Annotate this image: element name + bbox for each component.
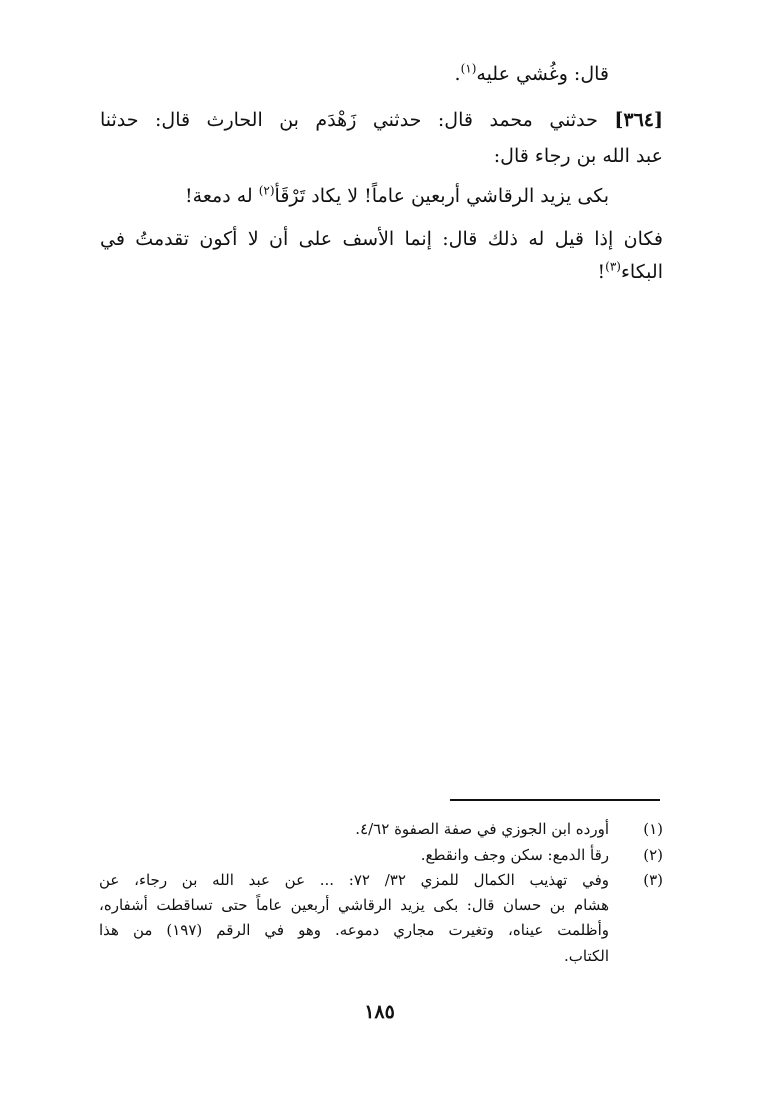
footnote-3-number: (٣) [643,871,663,889]
footnote-3-line-4: الكتاب. [563,947,609,965]
body-line-4 [185,182,609,210]
footnote-2-number: (٢) [643,846,663,864]
footnote-ref-2: (٢) [258,183,275,198]
footnote-1-number: (١) [643,820,663,838]
footnote-separator [450,799,660,801]
body-line-2 [100,106,663,134]
body-line-2-text: حدثني محمد قال: حدثني زَهْدَم بن الحارث قال: حدثنا [100,109,615,131]
body-line-3-text: عبد الله بن رجاء قال: [493,145,663,167]
body-line-6-text: البكاء [620,261,663,283]
footnote-1-text: أورده ابن الجوزي في صفة الصفوة ٤/٦٢. [355,820,609,838]
footnote-2-text: رقأ الدمع: سكن وجف وانقطع. [420,846,609,864]
footnote-3-line-1: وفي تهذيب الكمال للمزي ٣٢/ ٧٢: ... عن عبد الله بن رجاء، عن [99,871,609,889]
body-line-5-text: فكان إذا قيل له ذلك قال: إنما الأسف على أن لا أكون تقدمتُ في [100,228,663,250]
footnote-ref-1: (١) [460,61,477,76]
body-line-4-after: له دمعة! [185,185,259,207]
footnote-ref-3: (٣) [605,259,621,274]
body-line-1-end: . [454,63,461,85]
body-line-5 [100,225,663,253]
footnote-3-line-2: هشام بن حسان قال: بكى يزيد الرقاشي أربعين عاماً حتى تساقطت أشفاره، [99,896,609,914]
body-line-3 [494,142,663,170]
body-line-4-before: بكى يزيد الرقاشي أربعين عاماً! لا يكاد تَرْقَأ [274,185,609,207]
body-line-6 [598,258,664,286]
footnote-3-line-3: وأظلمت عيناه، وتغيرت مجاري دموعه. وهو في الرقم (١٩٧) من هذا [99,921,610,939]
body-line-1 [455,60,609,88]
body-line-1-text: قال: وغُشي عليه [476,63,609,85]
body-line-6-end: ! [597,261,606,283]
hadith-number: [٣٦٤] [614,109,663,131]
page-number: ١٨٥ [364,1001,395,1023]
